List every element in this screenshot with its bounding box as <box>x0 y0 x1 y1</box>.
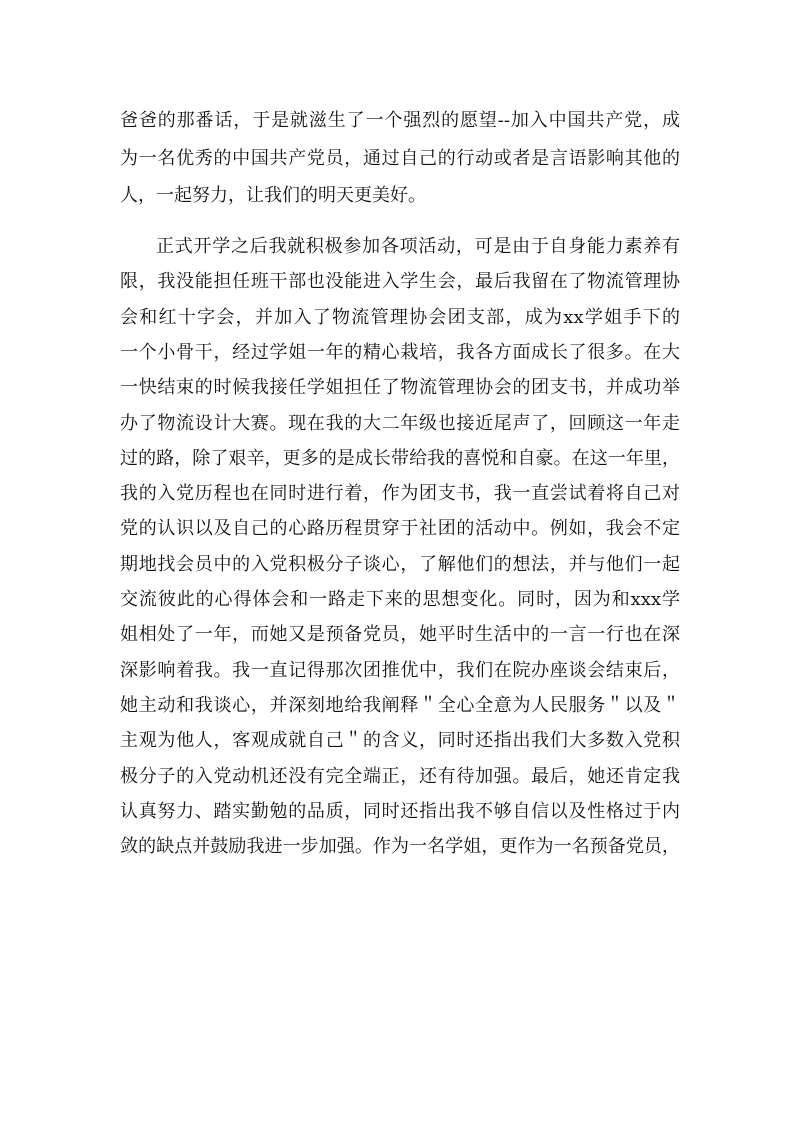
paragraph-2-line-15: 主观为他人，客观成就自己＂的含义，同时还指出我们大多数入党积 <box>120 730 680 752</box>
paragraph-2-line-12: 姐相处了一年，而她又是预备党员，她平时生活中的一言一行也在深 <box>120 624 680 646</box>
paragraph-2-line-5: 一快结束的时候我接任学姐担任了物流管理协会的团支书，并成功举 <box>120 377 680 399</box>
paragraph-2-line-7: 过的路，除了艰辛，更多的是成长带给我的喜悦和自豪。在这一年里， <box>120 447 680 469</box>
paragraph-1-line-2: 为一名优秀的中国共产党员，通过自己的行动或者是言语影响其他的 <box>120 147 680 169</box>
paragraph-1-line-3: 人，一起努力，让我们的明天更美好。 <box>120 185 426 206</box>
paragraph-2-line-9: 党的认识以及自己的心路历程贯穿于社团的活动中。例如，我会不定 <box>120 518 680 540</box>
paragraph-2-line-6: 办了物流设计大赛。现在我的大二年级也接近尾声了，回顾这一年走 <box>120 412 680 434</box>
paragraph-2-line-16: 极分子的入党动机还没有完全端正，还有待加强。最后，她还肯定我 <box>120 765 680 787</box>
paragraph-2-line-1: 正式开学之后我就积极参加各项活动，可是由于自身能力素养有 <box>156 236 680 257</box>
paragraph-2-line-14: 她主动和我谈心，并深刻地给我阐释＂全心全意为人民服务＂以及＂ <box>120 694 680 716</box>
paragraph-2-line-4: 一个小骨干，经过学姐一年的精心栽培，我各方面成长了很多。在大 <box>120 341 680 363</box>
paragraph-2-line-18: 敛的缺点并鼓励我进一步加强。作为一名学姐，更作为一名预备党员， <box>120 836 680 858</box>
paragraph-2-line-17: 认真努力、踏实勤勉的品质，同时还指出我不够自信以及性格过于内 <box>120 800 680 822</box>
paragraph-1-line-1: 爸爸的那番话，于是就滋生了一个强烈的愿望--加入中国共产党，成 <box>120 110 680 131</box>
paragraph-2-line-10: 期地找会员中的入党积极分子谈心，了解他们的想法，并与他们一起 <box>120 553 680 575</box>
paragraph-2-line-11: 交流彼此的心得体会和一路走下来的思想变化。同时，因为和xxx学 <box>120 589 680 610</box>
paragraph-2-line-3: 会和红十字会，并加入了物流管理协会团支部，成为xx学姐手下的 <box>120 306 680 328</box>
paragraph-2-line-13: 深影响着我。我一直记得那次团推优中，我们在院办座谈会结束后， <box>120 659 680 681</box>
paragraph-2-line-8: 我的入党历程也在同时进行着，作为团支书，我一直尝试着将自己对 <box>120 483 680 505</box>
paragraph-2-line-2: 限，我没能担任班干部也没能进入学生会，最后我留在了物流管理协 <box>120 271 680 293</box>
